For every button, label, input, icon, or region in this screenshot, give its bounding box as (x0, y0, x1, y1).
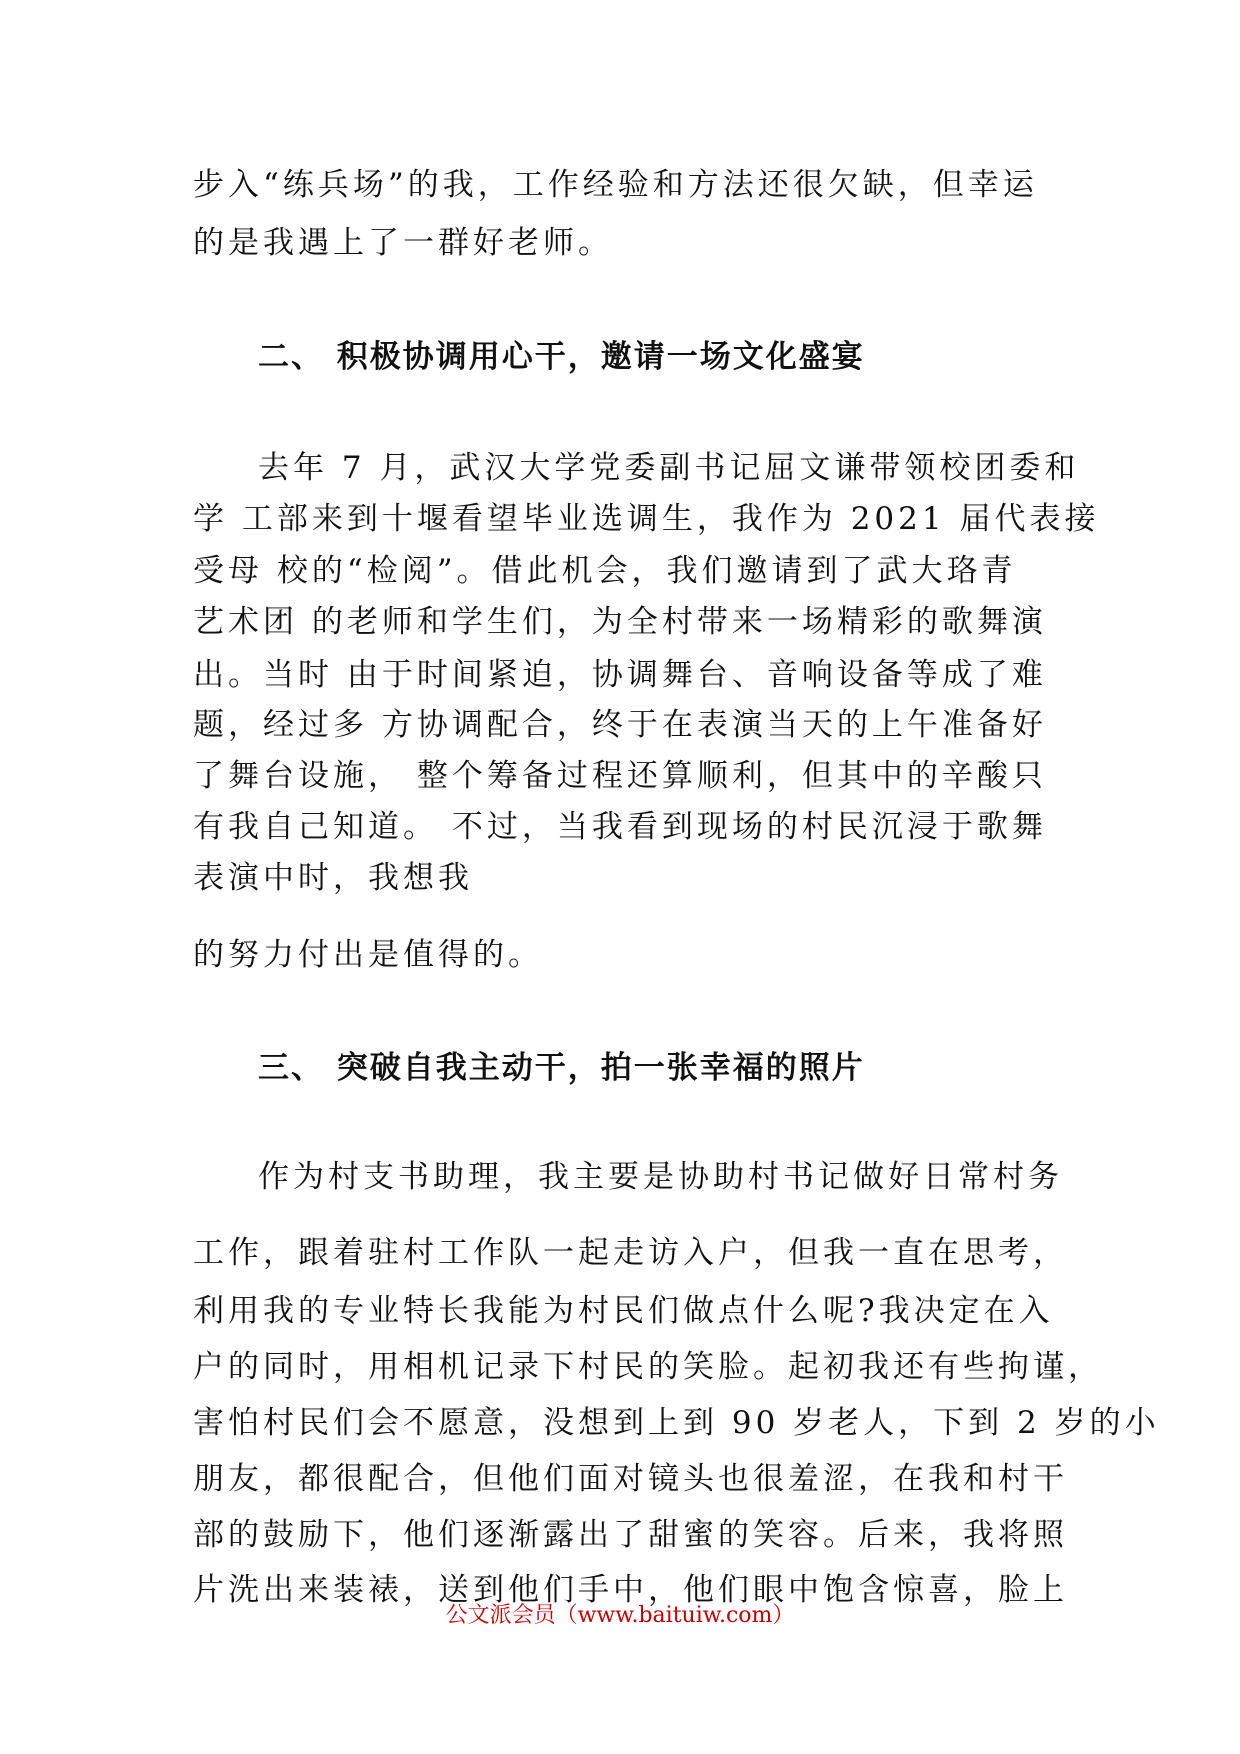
section-heading: 二、 积极协调用心干，邀请一场文化盛宴 (258, 339, 865, 375)
paragraph-line: 作为村支书助理，我主要是协助村书记做好日常村务 (258, 1159, 1063, 1195)
paragraph-line: 受母 校的“检阅”。借此机会，我们邀请到了武大珞青 (193, 553, 1017, 589)
paragraph-line: 艺术团 的老师和学生们，为全村带来一场精彩的歌舞演 (193, 604, 1047, 640)
paragraph-line: 片洗出来装裱，送到他们手中，他们眼中饱含惊喜，脸上 (193, 1572, 1068, 1608)
paragraph-line: 去年 7 月，武汉大学党委副书记屈文谦带领校团委和 (258, 450, 1080, 486)
section-heading: 三、 突破自我主动干，拍一张幸福的照片 (258, 1050, 865, 1086)
paragraph-line: 题，经过多 方协调配合，终于在表演当天的上午准备好 (193, 707, 1047, 743)
paragraph-line: 步入“练兵场”的我，工作经验和方法还很欠缺，但幸运 (193, 167, 1038, 203)
paragraph-line: 部的鼓励下，他们逐渐露出了甜蜜的笑容。后来，我将照 (193, 1517, 1068, 1553)
paragraph-line: 表演中时，我想我 (193, 860, 473, 896)
paragraph-line: 工作，跟着驻村工作队一起走访入户，但我一直在思考， (193, 1235, 1068, 1271)
paragraph-line: 朋友，都很配合，但他们面对镜头也很羞涩，在我和村干 (193, 1461, 1068, 1497)
paragraph-line: 学 工部来到十堰看望毕业选调生，我作为 2021 届代表接 (193, 501, 1100, 537)
paragraph-line: 出。当时 由于时间紧迫，协调舞台、音响设备等成了难 (193, 657, 1047, 693)
paragraph-line: 利用我的专业特长我能为村民们做点什么呢?我决定在入 (193, 1293, 1054, 1329)
paragraph-line: 了舞台设施， 整个筹备过程还算顺利，但其中的辛酸只 (193, 758, 1047, 794)
paragraph-line: 的努力付出是值得的。 (193, 937, 543, 973)
paragraph-line: 有我自己知道。 不过，当我看到现场的村民沉浸于歌舞 (193, 809, 1047, 845)
paragraph-line: 的是我遇上了一群好老师。 (193, 225, 613, 261)
footer-watermark: 公文派会员（www.baituiw.com） (445, 1603, 795, 1628)
paragraph-line: 户的同时，用相机记录下村民的笑脸。起初我还有些拘谨， (193, 1349, 1103, 1385)
paragraph-line: 害怕村民们会不愿意，没想到上到 90 岁老人，下到 2 岁的小 (193, 1405, 1160, 1441)
